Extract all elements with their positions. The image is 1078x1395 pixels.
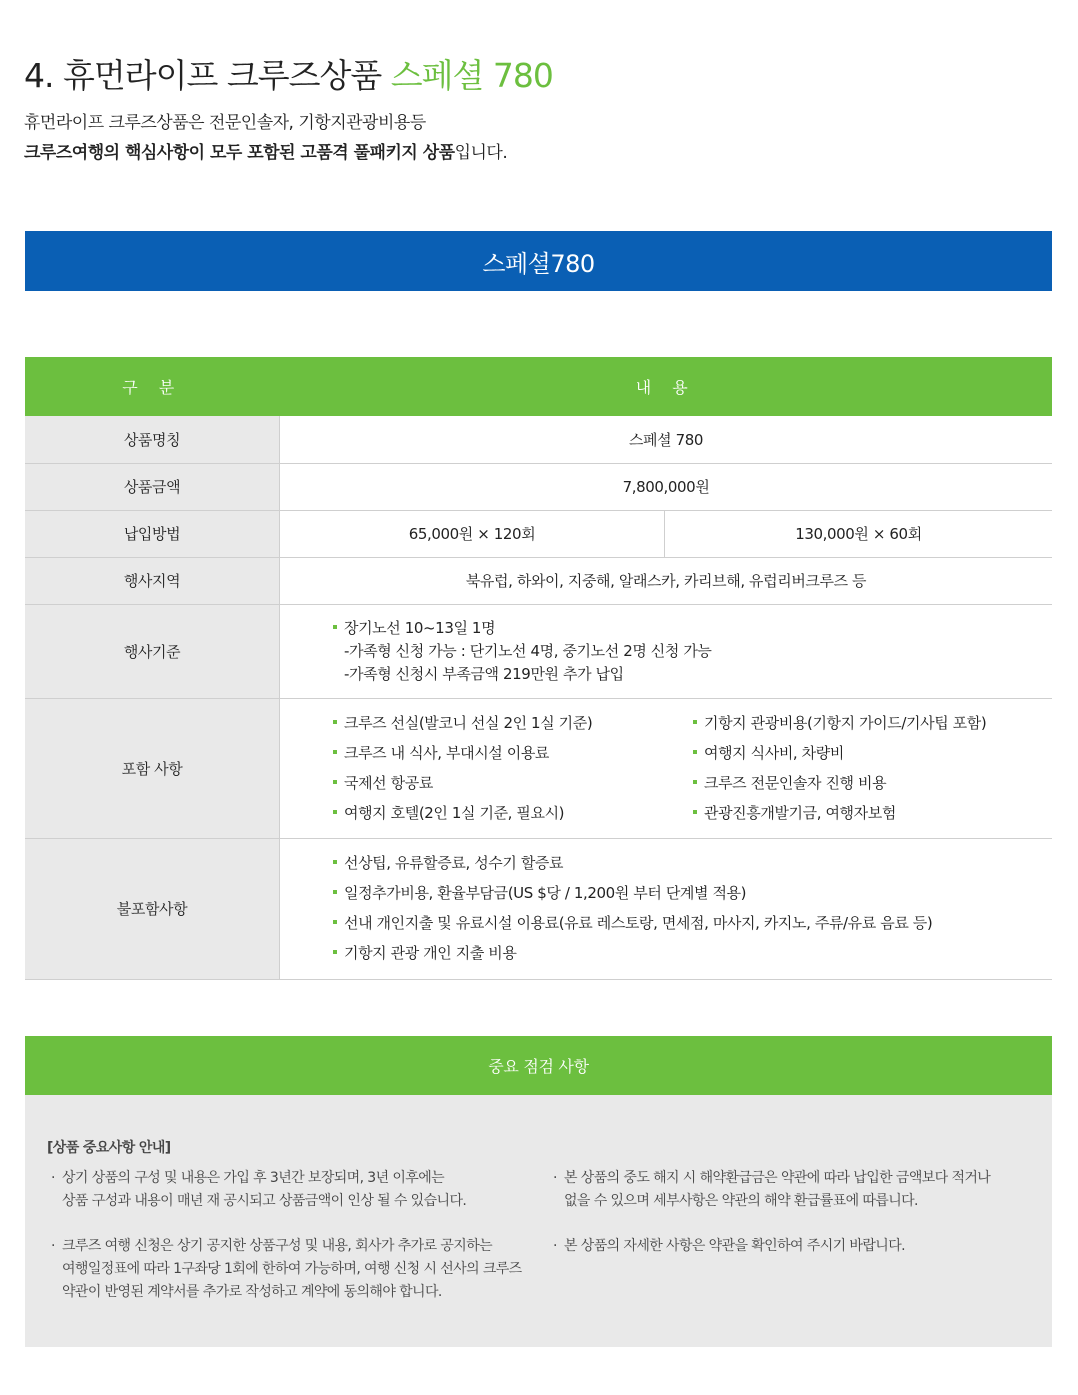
table-header-row (25, 357, 1052, 416)
criteria-sub-2: -가족형 신청시 부족금액 219만원 추가 납입 (344, 664, 624, 683)
intro-text (24, 108, 507, 168)
product-spec-table (25, 357, 1052, 980)
list-item: 관광진흥개발기금, 여행자보험 (692, 802, 1052, 825)
page-title (24, 50, 553, 97)
notice-line: · 본 상품의 중도 해지 시 해약환급금은 약관에 따라 납입한 금액보다 적거나 (564, 1170, 991, 1186)
product-banner (25, 231, 1052, 291)
table-row-payment (25, 510, 1052, 557)
list-item: 선상팁, 유류할증료, 성수기 할증료 (332, 852, 1052, 875)
notice-header (25, 1036, 1052, 1095)
row-label-excluded: 불포함사항 (25, 838, 280, 979)
row-value-excluded (280, 838, 1053, 979)
intro-line-1: 휴먼라이프 크루즈상품은 전문인솔자, 기항지관광비용등 (24, 113, 426, 133)
criteria-sub-1: -가족형 신청 가능 : 단기노선 4명, 중기노선 2명 신청 가능 (344, 641, 712, 660)
row-label-name: 상품명칭 (25, 416, 280, 463)
included-list (332, 712, 1052, 825)
payment-option-1: 65,000원 × 120회 (280, 510, 665, 557)
list-item: 일정추가비용, 환율부담금(US $당 / 1,200원 부터 단계별 적용) (332, 882, 1052, 905)
notice-line: · 크루즈 여행 신청은 상기 공지한 상품구성 및 내용, 회사가 추가로 공지하는 (62, 1238, 493, 1254)
criteria-main: 장기노선 10~13일 1명 (332, 617, 1052, 640)
page-title-accent: 스페셜 780 (390, 56, 553, 95)
list-item: 여행지 호텔(2인 1실 기준, 필요시) (332, 802, 692, 825)
product-banner-title: 스페셜780 (482, 249, 595, 278)
excluded-list (332, 852, 1052, 965)
list-item: 여행지 식사비, 차량비 (692, 742, 1052, 765)
row-label-region: 행사지역 (25, 557, 280, 604)
page-title-prefix: 4. 휴먼라이프 크루즈상품 (24, 56, 391, 95)
row-value-included (280, 698, 1053, 838)
notice-subtitle: [상품 중요사항 안내] (47, 1140, 171, 1156)
list-item: 크루즈 전문인솔자 진행 비용 (692, 772, 1052, 795)
notice-item (553, 1167, 990, 1213)
notice-line: 여행일정표에 따라 1구좌당 1회에 한하여 가능하며, 여행 신청 시 선사의 크루즈 (62, 1261, 522, 1277)
notice-line: 약관이 반영된 계약서를 추가로 작성하고 계약에 동의해야 합니다. (62, 1284, 442, 1300)
intro-line-2-rest: 입니다. (454, 143, 508, 163)
payment-option-2: 130,000원 × 60회 (665, 510, 1053, 557)
list-item: 국제선 항공료 (332, 772, 692, 795)
header-category: 구 분 (25, 357, 280, 416)
table-row-region (25, 557, 1052, 604)
row-value-price: 7,800,000원 (280, 463, 1053, 510)
notice-item (553, 1235, 990, 1258)
list-item: 기항지 관광 개인 지출 비용 (332, 942, 1052, 965)
list-item: 기항지 관광비용(기항지 가이드/기사팁 포함) (692, 712, 1052, 735)
notice-item (51, 1235, 522, 1304)
table-row-criteria (25, 604, 1052, 698)
notice-left-column (51, 1167, 522, 1326)
row-label-included: 포함 사항 (25, 698, 280, 838)
table-row-included (25, 698, 1052, 838)
row-label-criteria: 행사기준 (25, 604, 280, 698)
notice-title: 중요 점검 사항 (488, 1057, 589, 1076)
table-row-excluded (25, 838, 1052, 979)
notice-line: · 본 상품의 자세한 사항은 약관을 확인하여 주시기 바랍니다. (564, 1238, 905, 1254)
intro-line-2-bold: 크루즈여행의 핵심사항이 모두 포함된 고품격 풀패키지 상품 (24, 143, 455, 163)
intro-line-2 (24, 138, 507, 168)
table-row-price (25, 463, 1052, 510)
row-label-price: 상품금액 (25, 463, 280, 510)
list-item: 선내 개인지출 및 유료시설 이용료(유료 레스토랑, 면세점, 마사지, 카지노, 주류/유료 음료 등) (332, 912, 1052, 935)
row-value-region: 북유럽, 하와이, 지중해, 알래스카, 카리브해, 유럽리버크루즈 등 (280, 557, 1053, 604)
table-row-name (25, 416, 1052, 463)
notice-line: · 상기 상품의 구성 및 내용은 가입 후 3년간 보장되며, 3년 이후에는 (62, 1170, 445, 1186)
row-value-name: 스페셜 780 (280, 416, 1053, 463)
notice-line: 상품 구성과 내용이 매년 재 공시되고 상품금액이 인상 될 수 있습니다. (62, 1193, 467, 1209)
notice-line: 없을 수 있으며 세부사항은 약관의 해약 환급률표에 따릅니다. (564, 1193, 918, 1209)
row-value-criteria (280, 604, 1053, 698)
notice-item (51, 1167, 522, 1213)
notice-right-column (553, 1167, 990, 1280)
list-item: 크루즈 선실(발코니 선실 2인 1실 기준) (332, 712, 692, 735)
header-content: 내 용 (280, 357, 1053, 416)
row-label-payment: 납입방법 (25, 510, 280, 557)
notice-box (25, 1095, 1052, 1347)
list-item: 크루즈 내 식사, 부대시설 이용료 (332, 742, 692, 765)
